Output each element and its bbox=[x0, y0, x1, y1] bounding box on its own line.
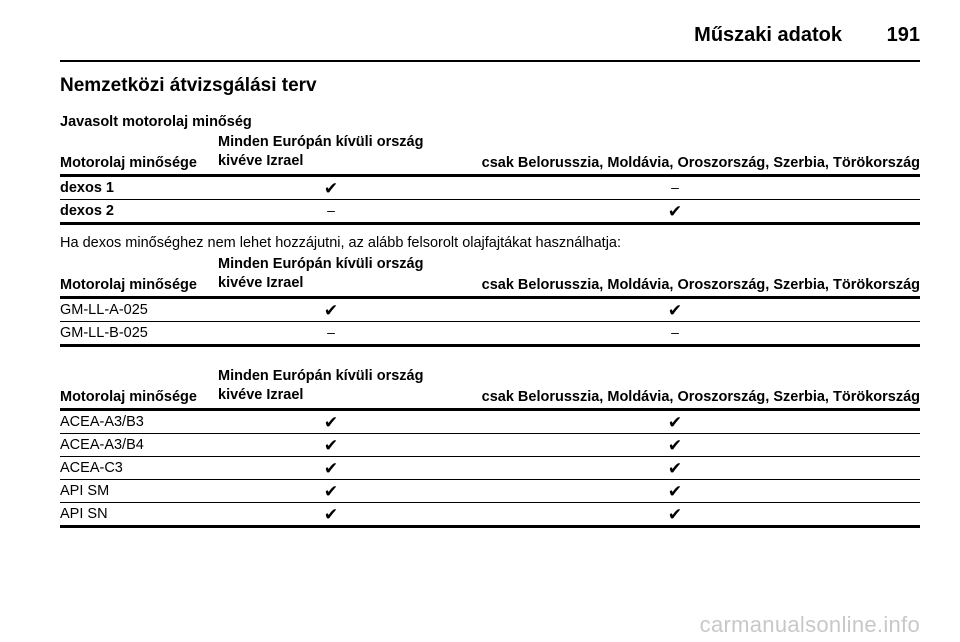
table-row bbox=[60, 503, 920, 528]
dash-icon: – bbox=[327, 324, 335, 340]
table-row bbox=[60, 434, 920, 457]
oil-name: ACEA-A3/B4 bbox=[60, 437, 144, 453]
header-non-europe bbox=[218, 255, 423, 293]
check-icon: ✔ bbox=[667, 436, 683, 455]
header-non-europe-line1: Minden Európán kívüli ország bbox=[218, 368, 424, 384]
header-oil-quality: Motorolaj minősége bbox=[60, 155, 197, 171]
header-countries: csak Belorusszia, Moldávia, Oroszország, Szerbia, Törökország bbox=[481, 389, 920, 405]
oil-name: GM-LL-B-025 bbox=[60, 325, 148, 341]
header-countries: csak Belorusszia, Moldávia, Oroszország, Szerbia, Törökország bbox=[481, 155, 920, 171]
table-header bbox=[60, 256, 920, 299]
table-row bbox=[60, 299, 920, 322]
oil-name: dexos 2 bbox=[60, 203, 114, 219]
check-icon: ✔ bbox=[323, 179, 339, 198]
header-non-europe-line2: kivéve Izrael bbox=[218, 275, 304, 291]
check-icon: ✔ bbox=[323, 482, 339, 501]
note-text: Ha dexos minőséghez nem lehet hozzájutni, az alább felsorolt olajfajtákat használhatja: bbox=[60, 235, 622, 251]
page-title: Nemzetközi átvizsgálási terv bbox=[60, 75, 317, 96]
table-row bbox=[60, 457, 920, 480]
header-non-europe bbox=[218, 133, 423, 171]
check-icon: ✔ bbox=[323, 505, 339, 524]
page-number: 191 bbox=[886, 24, 920, 46]
dash-icon: – bbox=[671, 179, 679, 195]
oil-name: API SN bbox=[60, 506, 108, 522]
check-icon: ✔ bbox=[323, 301, 339, 320]
check-icon: ✔ bbox=[667, 301, 683, 320]
section-subtitle: Javasolt motorolaj minőség bbox=[60, 114, 252, 130]
section-title: Műszaki adatok bbox=[694, 24, 842, 46]
oil-name: ACEA-A3/B3 bbox=[60, 414, 144, 430]
table-row bbox=[60, 322, 920, 347]
header-non-europe-line2: kivéve Izrael bbox=[218, 387, 304, 403]
header-oil-quality: Motorolaj minősége bbox=[60, 389, 197, 405]
table-row bbox=[60, 177, 920, 200]
header-non-europe bbox=[218, 367, 423, 405]
header-non-europe-line2: kivéve Izrael bbox=[218, 153, 304, 169]
check-icon: ✔ bbox=[667, 202, 683, 221]
watermark-text: carmanualsonline.info bbox=[699, 612, 920, 637]
check-icon: ✔ bbox=[667, 505, 683, 524]
table-row bbox=[60, 411, 920, 434]
oil-table-dexos bbox=[60, 134, 920, 225]
table-row bbox=[60, 200, 920, 225]
oil-table-gm bbox=[60, 256, 920, 347]
oil-table-acea-api bbox=[60, 368, 920, 528]
dash-icon: – bbox=[671, 324, 679, 340]
check-icon: ✔ bbox=[667, 459, 683, 478]
check-icon: ✔ bbox=[323, 436, 339, 455]
oil-name: dexos 1 bbox=[60, 180, 114, 196]
header-oil-quality: Motorolaj minősége bbox=[60, 277, 197, 293]
header-non-europe-line1: Minden Európán kívüli ország bbox=[218, 134, 424, 150]
page-header bbox=[60, 14, 920, 62]
header-countries: csak Belorusszia, Moldávia, Oroszország, Szerbia, Törökország bbox=[481, 277, 920, 293]
dash-icon: – bbox=[327, 202, 335, 218]
oil-name: ACEA-C3 bbox=[60, 460, 123, 476]
check-icon: ✔ bbox=[323, 413, 339, 432]
check-icon: ✔ bbox=[667, 413, 683, 432]
table-header bbox=[60, 368, 920, 411]
table-header bbox=[60, 134, 920, 177]
check-icon: ✔ bbox=[667, 482, 683, 501]
oil-name: API SM bbox=[60, 483, 110, 499]
oil-name: GM-LL-A-025 bbox=[60, 302, 148, 318]
table-row bbox=[60, 480, 920, 503]
check-icon: ✔ bbox=[323, 459, 339, 478]
header-non-europe-line1: Minden Európán kívüli ország bbox=[218, 256, 424, 272]
